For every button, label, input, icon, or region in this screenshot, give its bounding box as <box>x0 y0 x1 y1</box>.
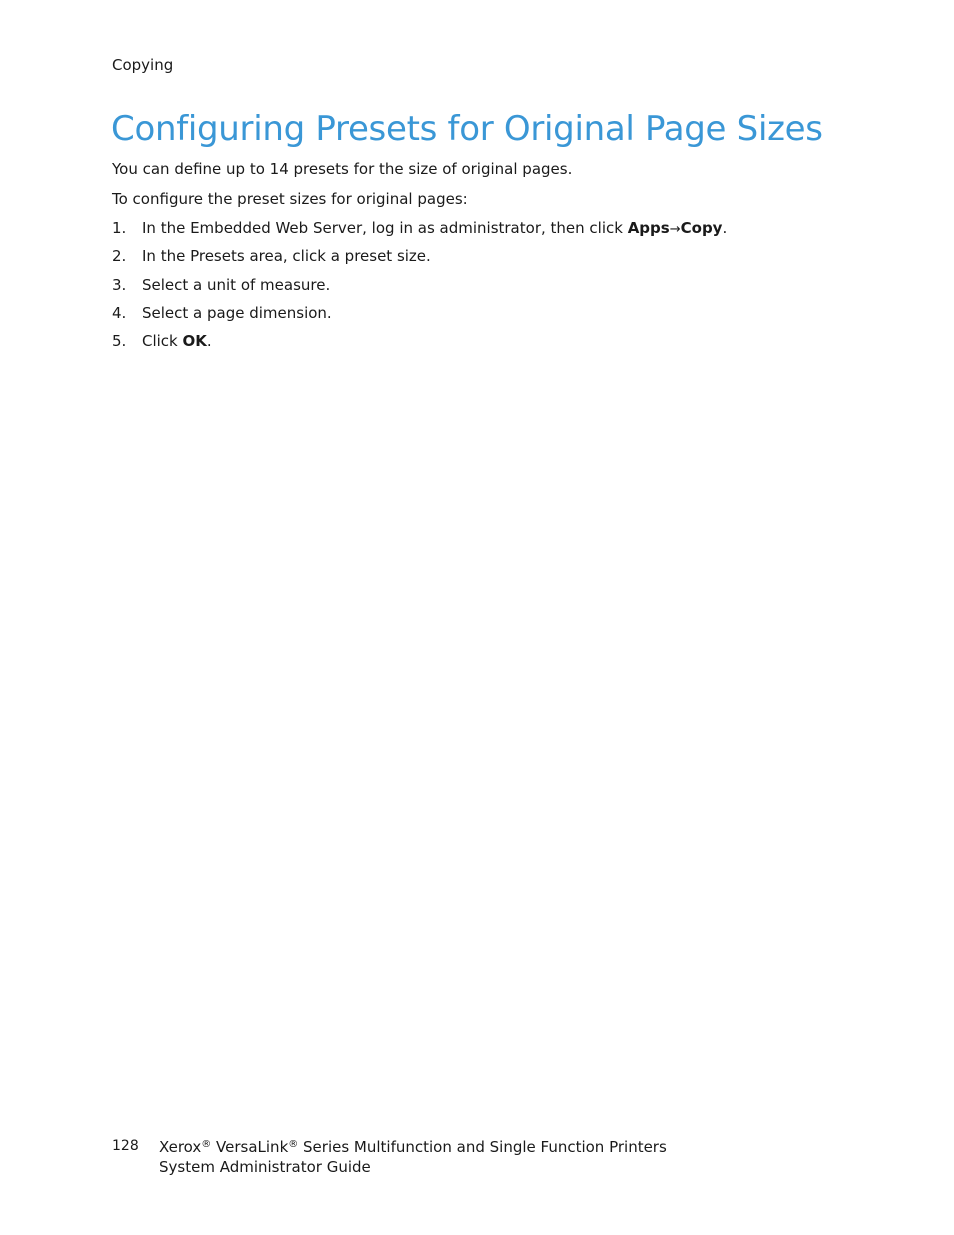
step-number: 3. <box>112 275 127 294</box>
procedure-lead: To configure the preset sizes for original pages: <box>112 190 468 208</box>
step-text: Select a unit of measure. <box>142 275 331 294</box>
step-number: 4. <box>112 303 127 322</box>
step-body: Click <box>142 332 183 351</box>
footer-product-rest: Series Multifunction and Single Function Printers <box>298 1138 667 1156</box>
ui-apps-label: Apps <box>627 219 670 237</box>
footer-guide-name: System Administrator Guide <box>159 1158 371 1176</box>
ui-copy-label: Copy <box>680 219 723 237</box>
registered-mark: ® <box>288 1139 299 1150</box>
step-number: 1. <box>112 219 127 237</box>
step-number: 5. <box>112 332 127 351</box>
footer-product: VersaLink <box>211 1138 289 1156</box>
arrow-right-icon: → <box>669 222 681 237</box>
step-number: 2. <box>112 247 127 266</box>
footer-document-title <box>159 1137 667 1177</box>
step-body: In the Embedded Web Server, log in as administrator, then click <box>142 219 628 237</box>
step-end: . <box>722 219 728 237</box>
intro-paragraph: You can define up to 14 presets for the size of original pages. <box>112 160 573 178</box>
step-end: . <box>206 332 212 351</box>
step-text: Select a page dimension. <box>142 303 332 322</box>
footer-product-line <box>159 1137 667 1157</box>
step-text: In the Presets area, click a preset size. <box>142 247 431 266</box>
running-header: Copying <box>112 56 174 74</box>
step-text <box>142 218 727 240</box>
footer-page-number: 128 <box>112 1138 139 1154</box>
page-title: Configuring Presets for Original Page Sizes <box>111 109 823 149</box>
registered-mark: ® <box>201 1139 212 1150</box>
ui-ok-label: OK <box>182 332 207 351</box>
footer-brand: Xerox <box>159 1138 202 1156</box>
step-text <box>142 331 212 351</box>
